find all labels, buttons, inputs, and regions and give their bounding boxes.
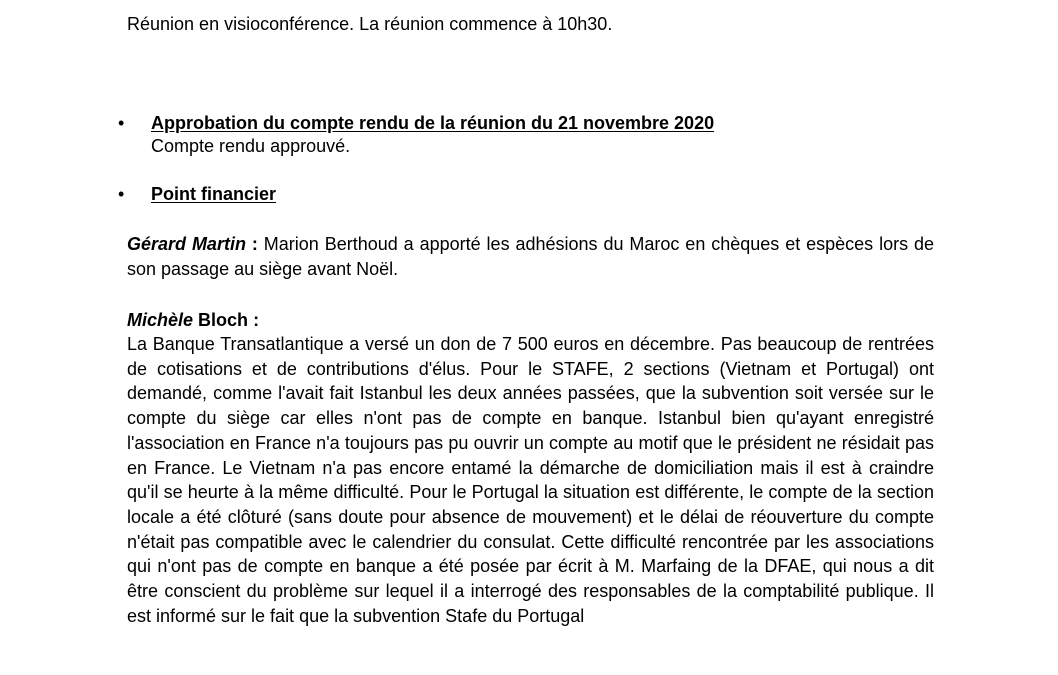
speaker-name-gerard: Gérard Martin (127, 234, 246, 254)
speaker-separator: : (245, 234, 264, 254)
speaker-last-name-michele: Bloch (198, 310, 249, 330)
speaker-heading-michele (127, 308, 259, 332)
agenda-text-approval: Compte rendu approuvé. (151, 136, 351, 156)
gerard-text: Marion Berthoud a apporté les adhésions du Maroc en chèques et espèces lors de son passage au siège avant Noël. (127, 234, 935, 279)
speaker-first-name-michele: Michèle (127, 310, 194, 330)
bullet-icon: • (118, 113, 125, 133)
agenda-heading-approval: Approbation du compte rendu de la réunion du 21 novembre 2020 (151, 113, 715, 133)
bullet-icon: • (118, 184, 125, 204)
michele-paragraph: La Banque Transatlantique a versé un don de 7 500 euros en décembre. Pas beaucoup de rentrées de cotisations et de contributions d'élus. Pour le STAFE, 2 sections (Vietnam et Portugal) ont demandé, comme l'avait fait Istanbul les deux années passées, que la subvention soit versée sur le compte du siège car elles n'ont pas de compte en banque. Istanbul bien qu'ayant enregistré l'association en France n'a toujours pas pu ouvrir un compte au motif que le président ne résidait pas en France. Le Vietnam n'a pas encore entamé la démarche de domiciliation mais il est à craindre qu'il se heurte à la même difficulté. Pour le Portugal la situation est différente, le compte de la section locale a été clôturé (sans doute pour absence de mouvement) et le délai de réouverture du compte n'était pas compatible avec le calendrier du consulat. Cette difficulté rencontrée par les associations qui n'ont pas de compte en banque a été posée par écrit à M. Marfaing de la DFAE, qui nous a dit être conscient du problème sur lequel il a interrogé des responsables de la comptabilité publique. Il est informé sur le fait que la subvention Stafe du Portugal (127, 334, 934, 626)
intro-text: Réunion en visioconférence. La réunion commence à 10h30. (127, 14, 613, 34)
agenda-heading-finance: Point financier (151, 184, 277, 204)
speaker-separator: : (248, 310, 260, 330)
gerard-paragraph (127, 232, 934, 281)
